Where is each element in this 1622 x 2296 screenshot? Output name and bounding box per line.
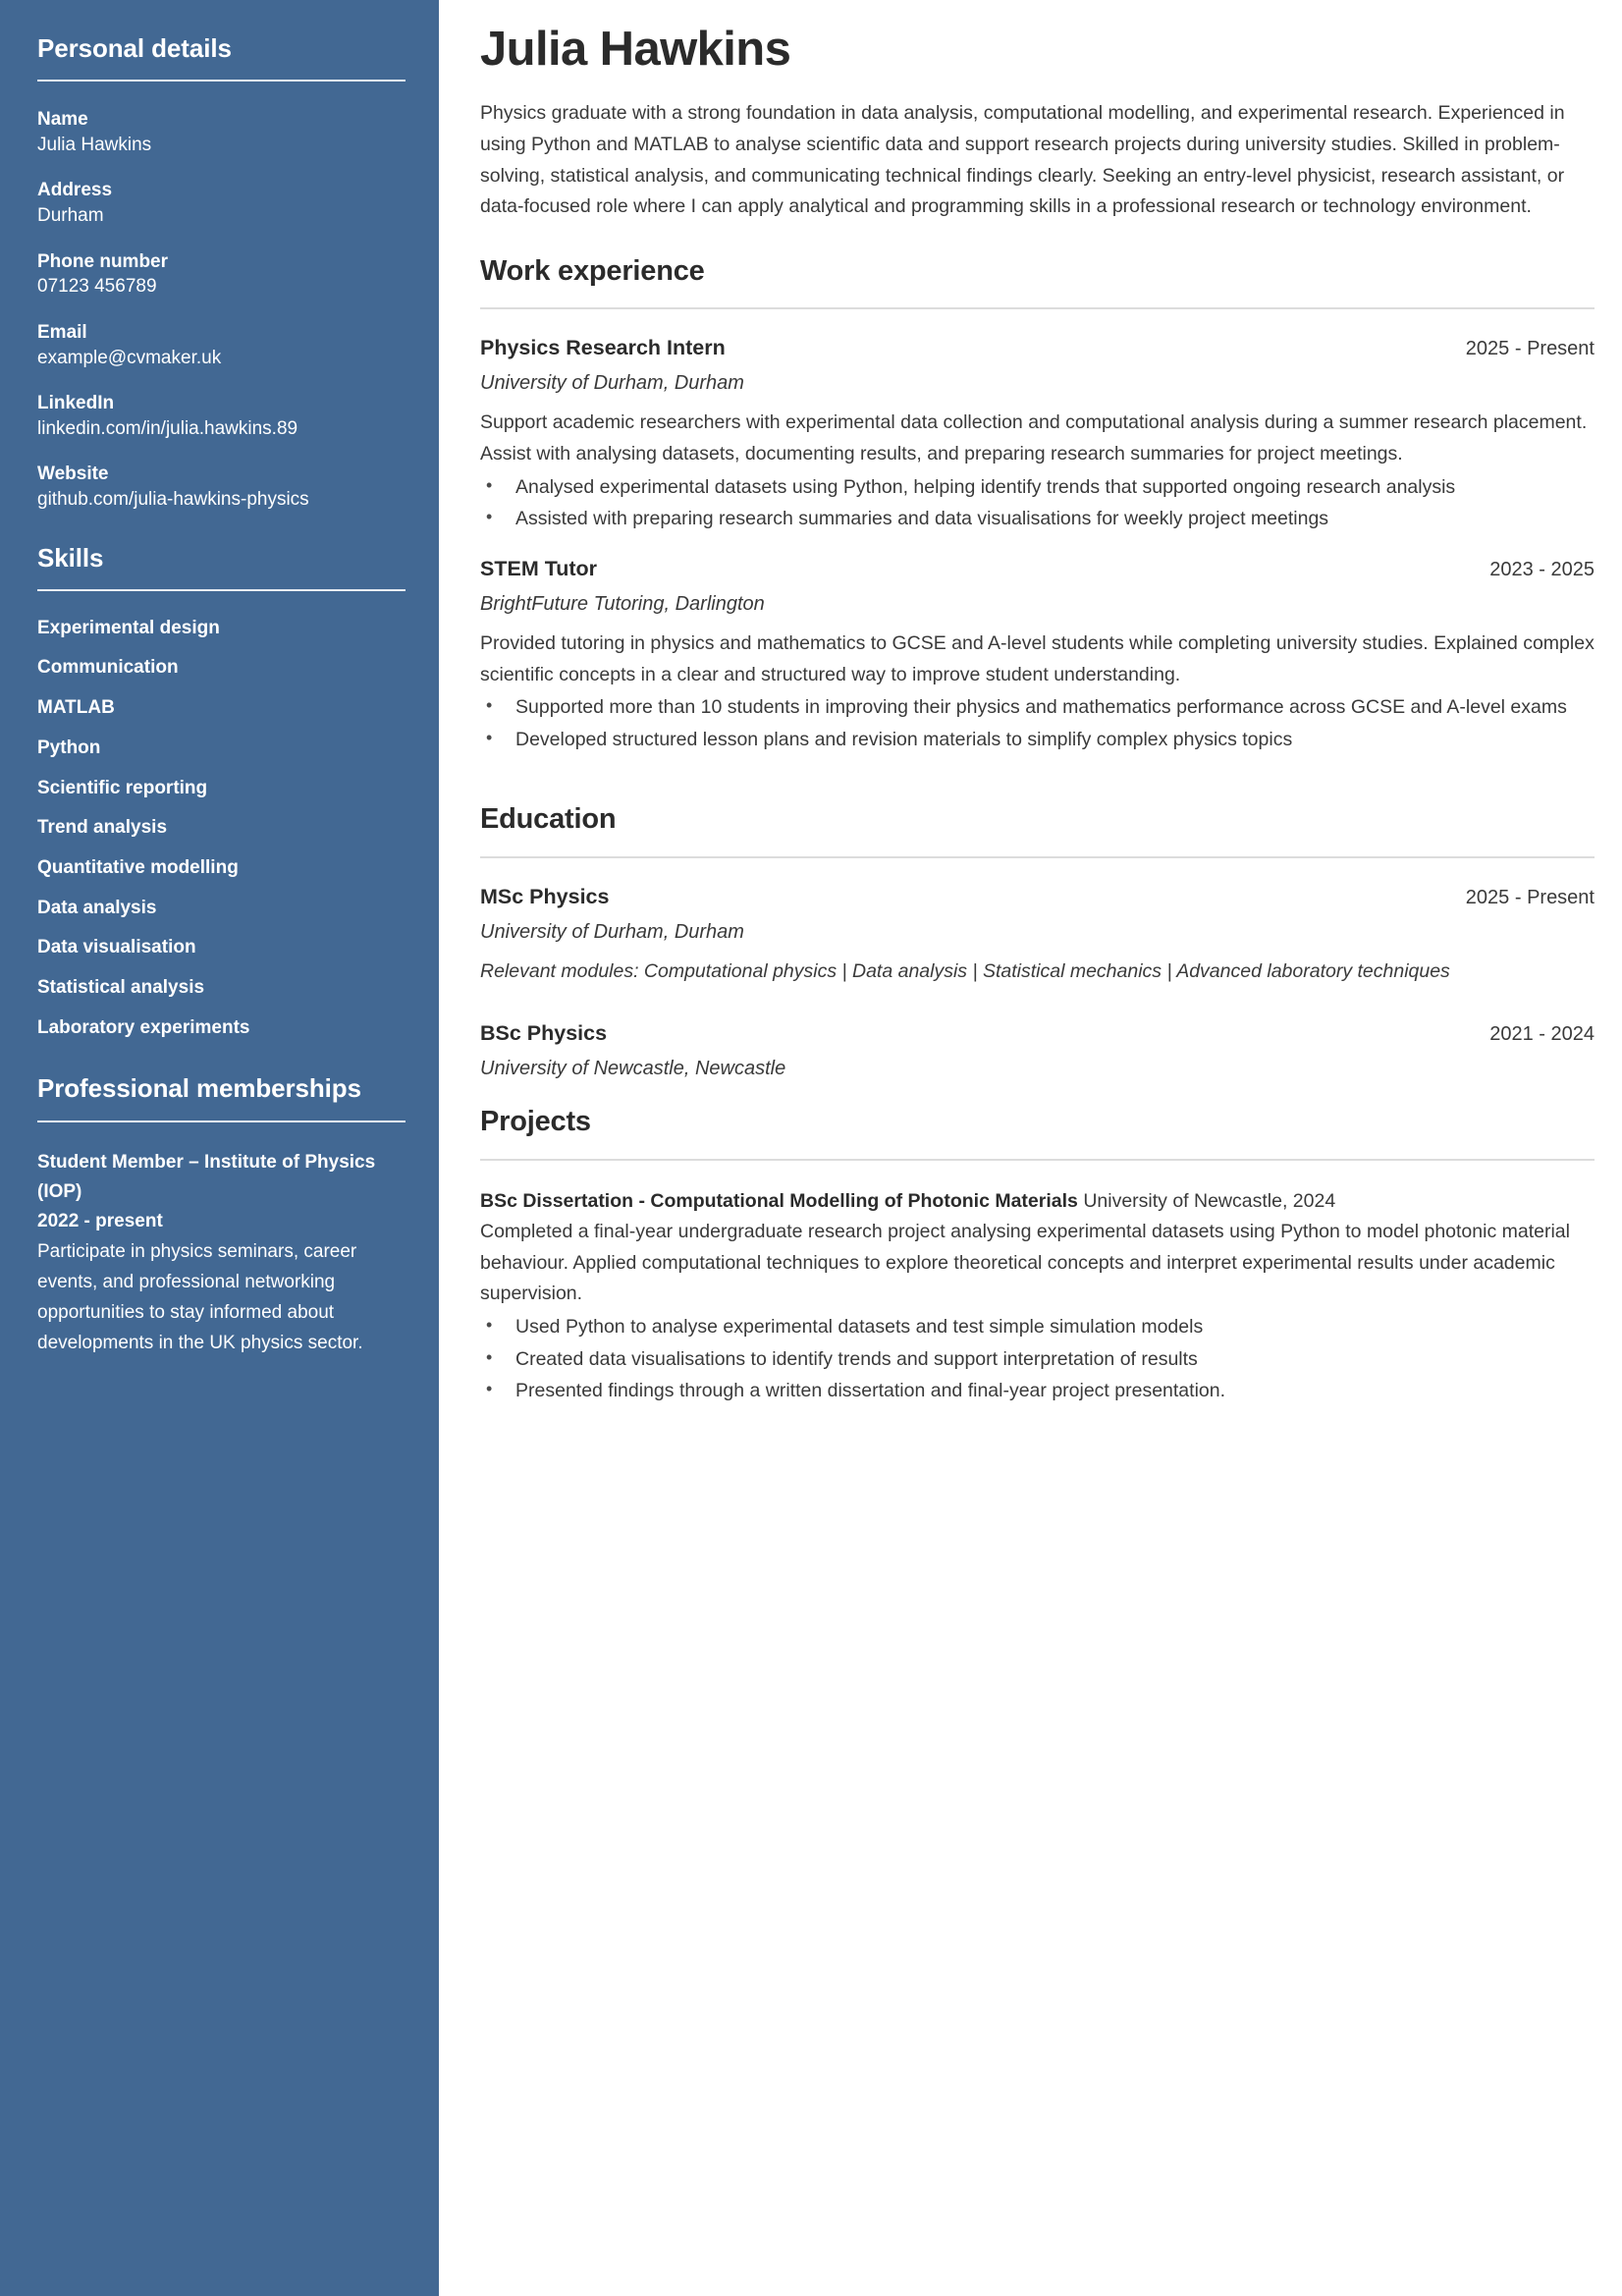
section-projects [480, 1105, 1595, 1406]
membership-description: Participate in physics seminars, career events, and professional networking opportunities to stay informed about developments in the UK physics sector. [37, 1240, 363, 1353]
education-divider [480, 856, 1595, 858]
projects-divider [480, 1159, 1595, 1161]
membership-entry [37, 1148, 406, 1359]
job-bullet-list [480, 692, 1595, 755]
spacer [480, 767, 1595, 802]
degree-modules: Relevant modules: Computational physics | Data analysis | Statistical mechanics | Advanced laboratory techniques [480, 959, 1450, 982]
skill-item: Statistical analysis [37, 976, 205, 998]
degree-dates: 2025 - Present [1465, 886, 1595, 908]
detail-label: Email [37, 321, 87, 343]
job-organisation: BrightFuture Tutoring, Darlington [480, 593, 765, 616]
skill-item: Data analysis [37, 897, 157, 918]
projects-heading: Projects [480, 1106, 591, 1138]
work-entry [480, 556, 1595, 755]
bullet-item: • Analysed experimental datasets using Python, helping identify trends that supported ongoing research analysis [480, 472, 1595, 503]
degree-dates: 2021 - 2024 [1489, 1023, 1595, 1046]
section-work-experience [480, 254, 1595, 755]
work-entry-header [480, 335, 1595, 362]
degree-title: BSc Physics [480, 1021, 608, 1046]
work-experience-divider [480, 307, 1595, 309]
detail-label: Name [37, 109, 88, 131]
skill-item: Data visualisation [37, 937, 196, 958]
job-organisation: University of Durham, Durham [480, 372, 744, 395]
spacer [480, 1095, 1595, 1105]
project-bullet-list [480, 1312, 1595, 1406]
job-dates: 2025 - Present [1465, 338, 1595, 360]
work-entry-header [480, 556, 1595, 583]
detail-value[interactable]: github.com/julia-hawkins-physics [37, 489, 309, 510]
bullet-item: • Assisted with preparing research summaries and data visualisations for weekly project meetings [480, 504, 1595, 534]
project-description: Completed a final-year undergraduate research project analysing experimental datasets using Python to model photonic material behaviour. Applied computational techniques to explore theoretical concepts and interpret experimental results under academic supervision. [480, 1221, 1570, 1305]
memberships-heading: Professional memberships [37, 1073, 361, 1104]
skill-item: Python [37, 737, 101, 758]
membership-title: Student Member – Institute of Physics (IOP) [37, 1151, 376, 1202]
detail-label: Phone number [37, 250, 169, 272]
job-bullet-list [480, 472, 1595, 535]
job-title: Physics Research Intern [480, 336, 726, 360]
skill-item: Scientific reporting [37, 777, 208, 798]
detail-item-website [37, 462, 406, 513]
bullet-item: • Presented findings through a written dissertation and final-year project presentation. [480, 1376, 1595, 1406]
project-entry [480, 1186, 1595, 1406]
project-title: BSc Dissertation - Computational Modelling of Photonic Materials [480, 1189, 1078, 1212]
detail-item-linkedin [37, 391, 406, 442]
spacer [480, 999, 1595, 1020]
sidebar-section-personal-details [37, 33, 406, 514]
detail-value: Durham [37, 205, 104, 227]
education-entry [480, 1020, 1595, 1083]
detail-item-email [37, 320, 406, 371]
skill-item: Experimental design [37, 617, 220, 638]
bullet-item: • Supported more than 10 students in improving their physics and mathematics performance across GCSE and A-level exams [480, 692, 1595, 723]
education-entry [480, 884, 1595, 988]
skill-item: Laboratory experiments [37, 1016, 250, 1038]
detail-value[interactable]: example@cvmaker.uk [37, 347, 222, 368]
detail-value: 07123 456789 [37, 276, 157, 298]
detail-value: Julia Hawkins [37, 134, 152, 155]
detail-item-phone-number [37, 249, 406, 301]
project-meta: University of Newcastle, 2024 [1083, 1189, 1336, 1212]
work-entry [480, 335, 1595, 534]
personal-details-heading: Personal details [37, 33, 232, 63]
degree-institution: University of Newcastle, Newcastle [480, 1058, 786, 1080]
detail-item-address [37, 178, 406, 229]
detail-value[interactable]: linkedin.com/in/julia.hawkins.89 [37, 417, 298, 439]
detail-label: LinkedIn [37, 393, 115, 414]
spacer [480, 546, 1595, 556]
education-entry-header [480, 1020, 1595, 1048]
skill-item: MATLAB [37, 697, 115, 719]
section-education [480, 802, 1595, 1083]
job-description: Provided tutoring in physics and mathematics to GCSE and A-level students while completing university studies. Explained complex scientific concepts in a clear and structured way to improve student understanding. [480, 632, 1595, 685]
bullet-item: • Developed structured lesson plans and revision materials to simplify complex physics topics [480, 725, 1595, 755]
main-content [439, 0, 1622, 2296]
bullet-item: • Created data visualisations to identify trends and support interpretation of results [480, 1344, 1595, 1375]
sidebar [0, 0, 439, 2296]
job-title: STEM Tutor [480, 557, 598, 581]
project-headline [480, 1186, 1595, 1217]
skill-item: Quantitative modelling [37, 856, 239, 878]
sidebar-section-skills [37, 543, 406, 1041]
job-dates: 2023 - 2025 [1489, 559, 1595, 581]
skill-item: Communication [37, 657, 179, 679]
skills-list [37, 617, 406, 1041]
work-experience-heading: Work experience [480, 254, 705, 287]
professional-summary: Physics graduate with a strong foundation in data analysis, computational modelling, and experimental research. Experienced in using Python and MATLAB to analyse scientific data and support research projects during university studies. Skilled in problem-solving, statistical analysis, and communicating technical findings clearly. Seeking an entry-level physicist, research assistant, or data-focused role where I can apply analytical and programming skills in a professional research or technology environment. [480, 102, 1565, 218]
degree-institution: University of Durham, Durham [480, 920, 744, 943]
personal-details-divider [37, 80, 406, 82]
spacer [37, 533, 406, 543]
membership-dates: 2022 - present [37, 1211, 163, 1232]
page-title: Julia Hawkins [480, 23, 791, 76]
degree-title: MSc Physics [480, 884, 610, 908]
skills-divider [37, 589, 406, 591]
memberships-divider [37, 1121, 406, 1122]
education-heading: Education [480, 802, 617, 835]
skills-heading: Skills [37, 542, 104, 573]
detail-label: Address [37, 180, 113, 201]
job-description: Support academic researchers with experimental data collection and computational analysis during a summer research placement. Assist with analysing datasets, documenting results, and preparing research summaries for project meetings. [480, 411, 1588, 465]
skill-item: Trend analysis [37, 817, 168, 839]
detail-item-name [37, 107, 406, 158]
education-entry-header [480, 884, 1595, 911]
bullet-item: • Used Python to analyse experimental datasets and test simple simulation models [480, 1312, 1595, 1342]
detail-label: Website [37, 464, 109, 485]
sidebar-section-memberships [37, 1073, 406, 1358]
